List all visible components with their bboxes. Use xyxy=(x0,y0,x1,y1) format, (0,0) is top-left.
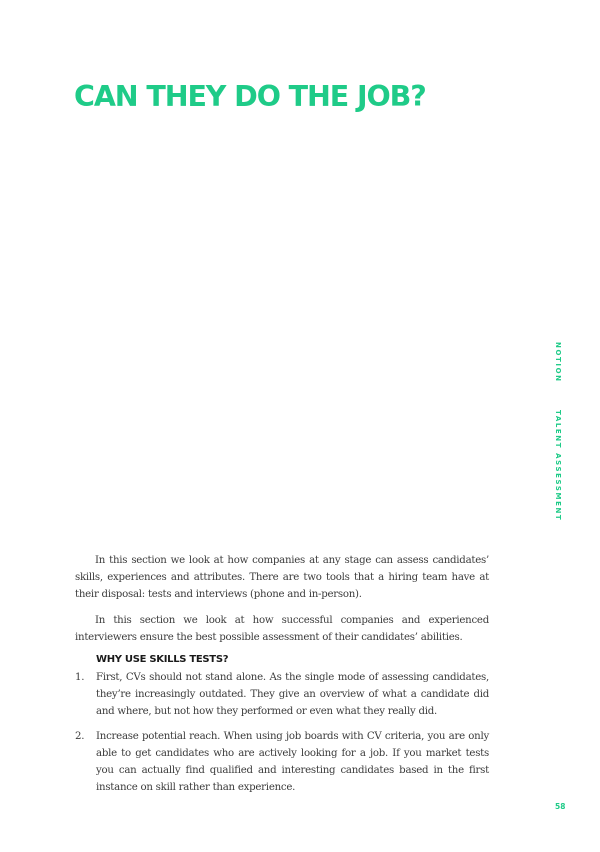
intro-paragraph-2: In this section we look at how successful companies and experienced interviewers ensure the best possible assessment of their candidates’ abilities. xyxy=(75,615,489,643)
page-title: CAN THEY DO THE JOB? xyxy=(74,80,426,113)
list-item-number: 2. xyxy=(75,731,85,742)
list-item xyxy=(75,728,489,796)
list-item xyxy=(75,669,489,720)
list-item-text: First, CVs should not stand alone. As the single mode of assessing candidates, they’re increasingly outdated. They give an overview of what a candidate did and where, but not how they performed or even what they really did. xyxy=(96,672,489,717)
intro-paragraph: In this section we look at how companies at any stage can assess candidates’ skills, experiences and attributes. There are two tools that a hiring team have at their disposal: tests and interviews (phone and in-person). xyxy=(75,555,489,600)
page-number: 58 xyxy=(555,802,566,811)
brand-side-label: NOTION xyxy=(554,342,562,383)
section-subheading: WHY USE SKILLS TESTS? xyxy=(96,654,229,665)
list-item-text: Increase potential reach. When using job boards with CV criteria, you are only able to get candidates who are actively looking for a job. If you market tests you can actually find qualified and interesting candidates based in the first instance on skill rather than experience. xyxy=(96,731,489,793)
section-side-label: TALENT ASSESSMENT xyxy=(554,410,562,522)
list-item-number: 1. xyxy=(75,672,85,683)
